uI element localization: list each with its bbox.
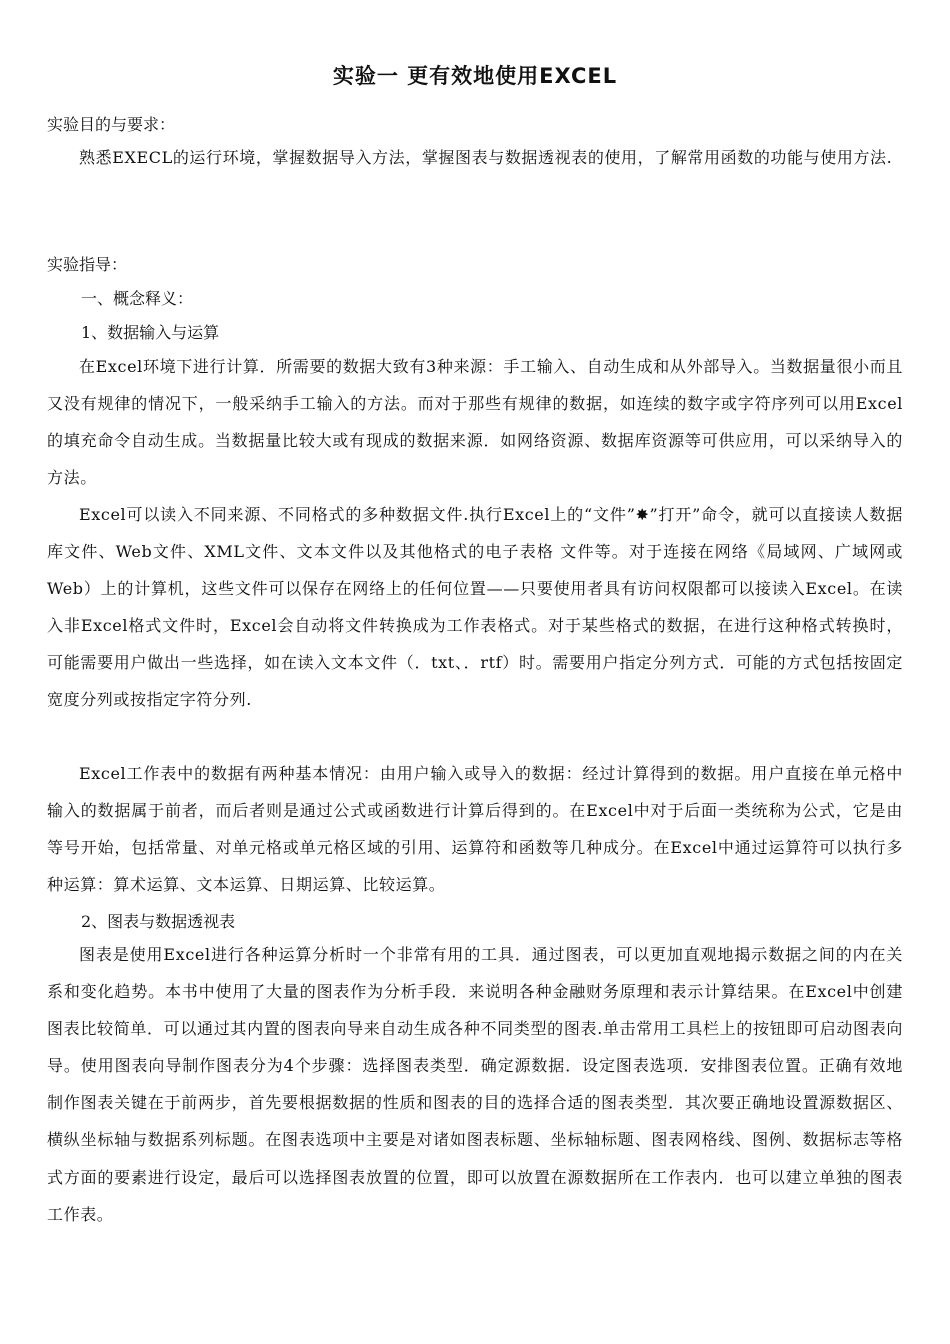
excel-data-types-paragraph: Excel工作表中的数据有两种基本情况：由用户输入或导入的数据：经过计算得到的数据。用户直接在单元格中输入的数据属于前者，而后者则是通过公式或函数进行计算后得到的。在Excel中对于后面一类统称为公式，它是由等号开始，包括常量、对单元格或单元格区域的引用、运算符和函数等几种成分。在Excel中通过运算符可以执行多种运算：算术运算、文本运算、日期运算、比较运算。 (47, 764, 903, 895)
guide-heading: 实验指导： (47, 255, 128, 274)
page-title: 实验一 更有效地使用EXCEL (332, 64, 618, 88)
purpose-heading: 实验目的与要求： (47, 115, 176, 134)
subsection-2-heading: 2、图表与数据透视表 (81, 912, 236, 931)
charts-paragraph: 图表是使用Excel进行各种运算分析时一个非常有用的工具．通过图表，可以更加直观地揭示数据之间的内在关系和变化趋势。本书中使用了大量的图表作为分析手段．来说明各种金融财务原理和表示计算结果。在Excel中创建图表比较简单．可以通过其内置的图表向导来自动生成各种不同类型的图表.单击常用工具栏上的按钮即可启动图表向导。使用图表向导制作图表分为4个步骤：选择图表类型．确定源数据．设定图表选项．安排图表位置。正确有效地制作图表关键在于前两步，首先要根据数据的性质和图表的目的选择合适的图表类型．其次要正确地设置源数据区、横纵坐标轴与数据系列标题。在图表选项中主要是对诸如图表标题、坐标轴标题、图表网格线、图例、数据标志等格式方面的要素进行设定，最后可以选择图表放置的位置，即可以放置在源数据所在工作表内．也可以建立单独的图表工作表。 (47, 945, 903, 1224)
excel-import-paragraph: Excel可以读入不同来源、不同格式的多种数据文件.执行Excel上的“文件”✸”打开”命令，就可以直接读人数据库文件、Web文件、XML文件、文本文件以及其他格式的电子表格 文件等。对于连接在网络《局域网、广域网或Web）上的计算机，这些文件可以保存在网络上的任何位置——只要使用者具有访问权限都可以接读入Excel。在读入非Excel格式文件时，Excel会自动将文件转换成为工作表格式。对于某些格式的数据，在进行这种格式转换时，可能需要用户做出一些选择，如在读入文本文件（．txt、．rtf）时。需要用户指定分列方式．可能的方式包括按固定宽度分列或按指定字符分列. (47, 505, 903, 710)
data-input-paragraph: 在Excel环境下进行计算．所需要的数据大致有3种来源：手工输入、自动生成和从外部导入。当数据量很小而且又没有规律的情况下，一般采纳手工输入的方法。而对于那些有规律的数据，如连续的数字或字符序列可以用Excel的填充命令自动生成。当数据量比较大或有现成的数据来源．如网络资源、数据库资源等可供应用，可以采纳导入的方法。 (47, 357, 903, 488)
subsection-1-heading: 1、数据输入与运算 (81, 323, 220, 342)
section-1-heading: 一、概念释义： (81, 289, 194, 308)
purpose-paragraph: 熟悉EXECL的运行环境，掌握数据导入方法，掌握图表与数据透视表的使用，了解常用函数的功能与使用方法. (79, 148, 893, 167)
